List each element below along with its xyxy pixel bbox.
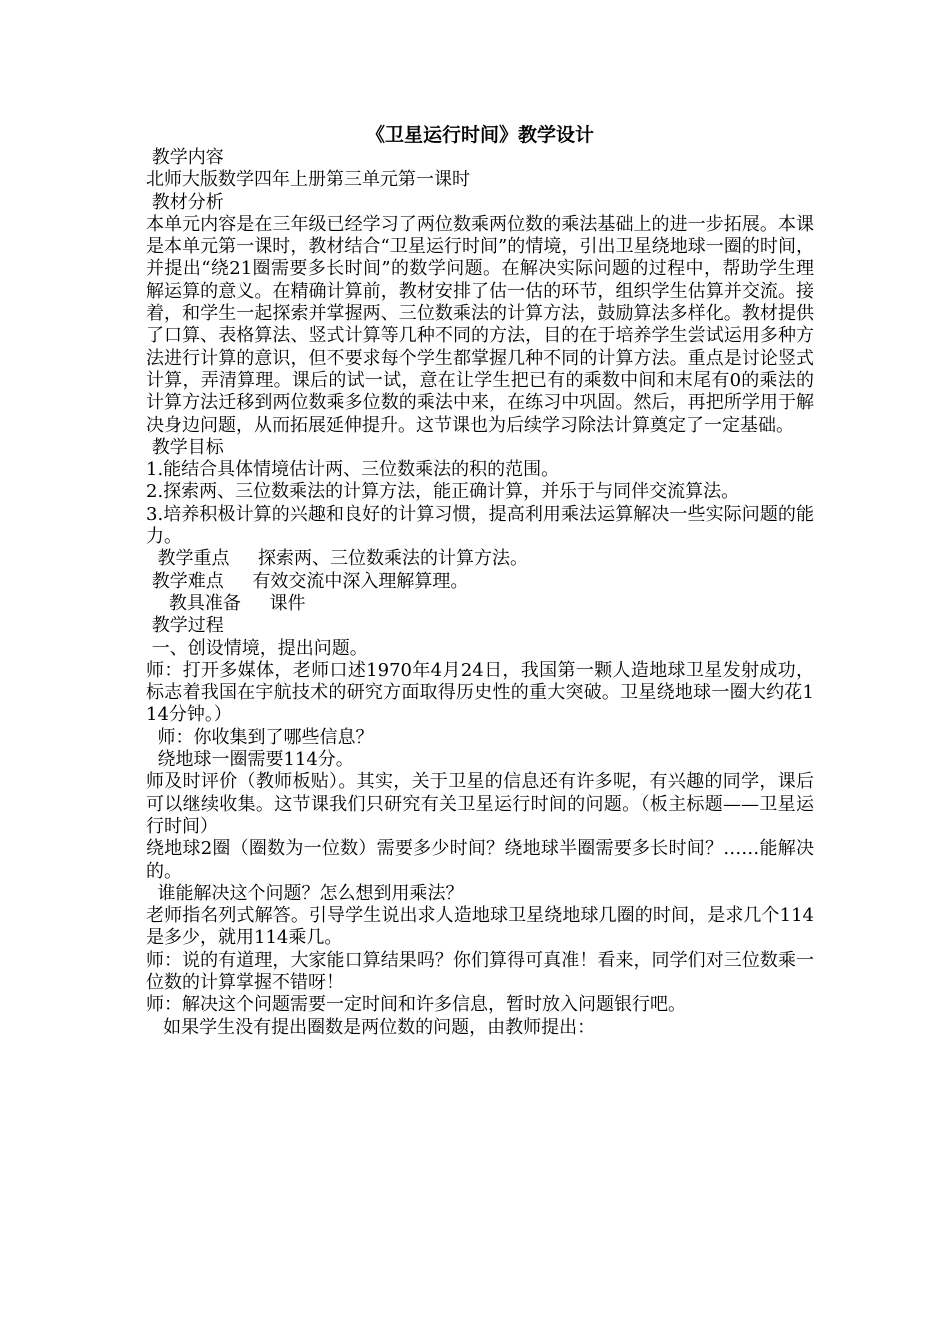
tools: 教具准备 课件 (146, 592, 306, 614)
content-text: 北师大版数学四年上册第三单元第一课时 (146, 169, 470, 191)
key-point: 教学重点 探索两、三位数乘法的计算方法。 (146, 548, 529, 570)
difficulty: 教学难点 有效交流中深入理解算理。 (146, 570, 469, 592)
section-heading-goals: 教学目标 (146, 436, 224, 458)
process-paragraph-4: 师及时评价（教师板贴）。其实，关于卫星的信息还有许多呢，有兴趣的同学，课后可以继续收集。这节课我们只研究有关卫星运行时间的问题。（板主标题——卫星运行时间） (146, 771, 814, 837)
process-paragraph-2: 师：你收集到了哪些信息？ (146, 726, 374, 748)
process-paragraph-6: 谁能解决这个问题？怎么想到用乘法？ (146, 882, 464, 904)
process-step-1: 一、创设情境，提出问题。 (146, 637, 368, 659)
document-title: 《卫星运行时间》教学设计 (365, 124, 594, 146)
process-paragraph-3: 绕地球一圈需要114分。 (146, 749, 354, 771)
goal-item-2: 2.探索两、三位数乘法的计算方法，能正确计算，并乐于与同伴交流算法。 (146, 481, 740, 503)
section-heading-content: 教学内容 (146, 147, 224, 168)
process-paragraph-7: 老师指名列式解答。引导学生说出求人造地球卫星绕地球几圈的时间，是求几个114是多少，就用114乘几。 (146, 905, 814, 949)
analysis-paragraph: 本单元内容是在三年级已经学习了两位数乘两位数的乘法基础上的进一步拓展。本课是本单元第一课时，教材结合“卫星运行时间”的情境，引出卫星绕地球一圈的时间，并提出“绕21圈需要多长时间”的数学问题。在解决实际问题的过程中，帮助学生理解运算的意义。在精确计算前，教材安排了估一估的环节，组织学生估算并交流。接着，和学生一起探索并掌握两、三位数乘法的计算方法，鼓励算法多样化。教材提供了口算、表格算法、竖式计算等几种不同的方法，目的在于培养学生尝试运用多种方法进行计算的意识，但不要求每个学生都掌握几种不同的计算方法。重点是讨论竖式计算，弄清算理。课后的试一试，意在让学生把已有的乘数中间和末尾有0的乘法的计算方法迁移到两位数乘多位数的乘法中来，在练习中巩固。然后，再把所学用于解决身边问题，从而拓展延伸提升。这节课也为后续学习除法计算奠定了一定基础。 (146, 213, 814, 436)
goal-item-1: 1.能结合具体情境估计两、三位数乘法的积的范围。 (146, 459, 560, 481)
goal-item-3: 3.培养积极计算的兴趣和良好的计算习惯，提高利用乘法运算解决一些实际问题的能力。 (146, 503, 814, 548)
process-paragraph-1: 师：打开多媒体，老师口述1970年4月24日，我国第一颗人造地球卫星发射成功，标志着我国在宇航技术的研究方面取得历史性的重大突破。卫星绕地球一圈大约花114分钟。） (146, 659, 814, 726)
process-paragraph-9: 师：解决这个问题需要一定时间和许多信息，暂时放入问题银行吧。 (146, 994, 686, 1016)
document-page (146, 123, 814, 1039)
process-paragraph-5: 绕地球2圈（圈数为一位数）需要多少时间？绕地球半圈需要多长时间？……能解决的。 (146, 838, 814, 882)
section-heading-analysis: 教材分析 (146, 191, 224, 213)
process-paragraph-8: 师：说的有道理，大家能口算结果吗？你们算得可真准！看来，同学们对三位数乘一位数的计算掌握不错呀！ (146, 949, 814, 993)
process-paragraph-10: 如果学生没有提出圈数是两位数的问题，由教师提出： (146, 1016, 596, 1038)
section-heading-process: 教学过程 (146, 615, 224, 637)
